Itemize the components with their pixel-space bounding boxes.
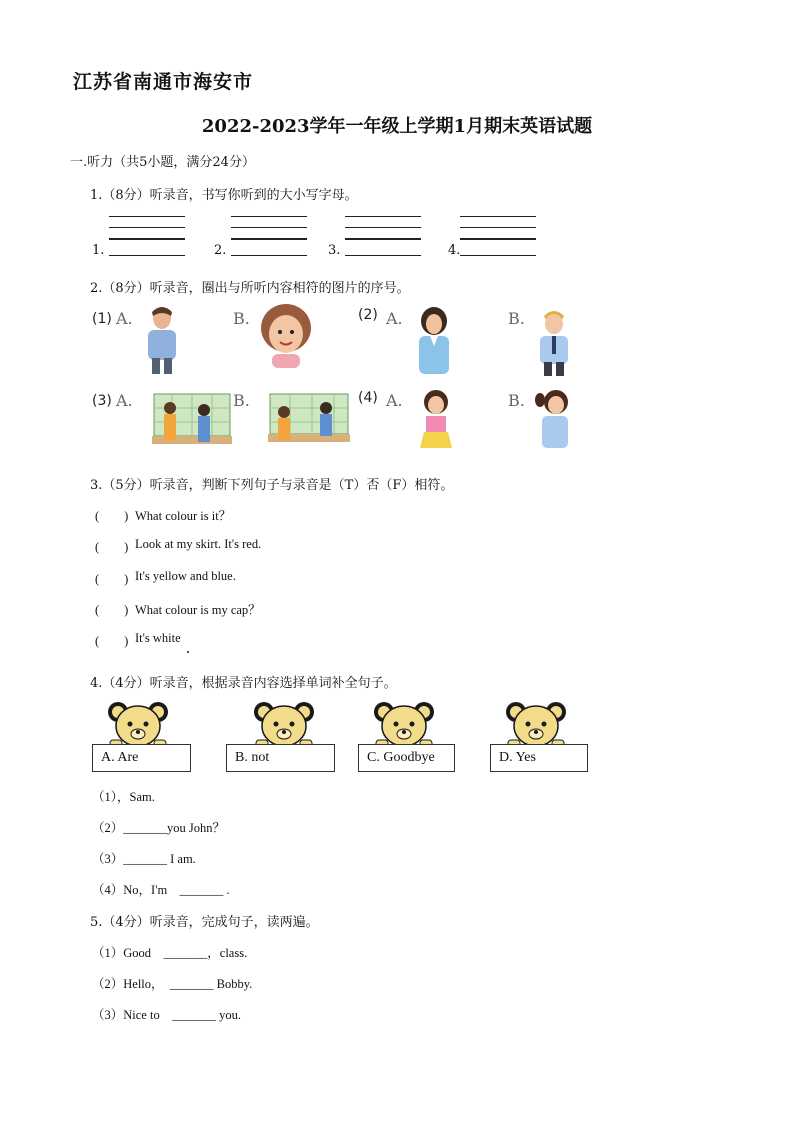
option-label-b: B. not: [226, 744, 335, 772]
q2-group-1-b[interactable]: B.: [233, 309, 250, 328]
q1-prompt: 1.（8分）听录音，书写你听到的大小写字母。: [90, 188, 358, 203]
q2-group-3-a[interactable]: A.: [116, 391, 133, 410]
q2-group-3-b[interactable]: B.: [233, 391, 250, 410]
section-heading: 一.听力（共5小题，满分24分）: [70, 155, 255, 170]
q3-text-3: It's yellow and blue.: [135, 569, 236, 583]
q3-text-4: What colour is my cap？: [135, 603, 261, 617]
q2-group-4-a[interactable]: A.: [386, 391, 403, 410]
q2-group-2-a[interactable]: A.: [386, 309, 403, 328]
q1-num-1: 1.: [92, 243, 105, 258]
bear-icon: [106, 700, 170, 750]
writing-lines-3[interactable]: [345, 216, 421, 256]
option-card-c[interactable]: [358, 700, 455, 776]
option-label-c: C. Goodbye: [358, 744, 455, 772]
region-title: 江苏省南通市海安市: [73, 71, 254, 93]
q2-group-2-num: (2): [358, 307, 378, 323]
q5-item-2: （2）Hello， _______ Bobby.: [92, 977, 253, 991]
option-card-d[interactable]: [490, 700, 588, 776]
q5-item-3: （3）Nice to _______ you.: [92, 1008, 241, 1022]
kids-scene-b-icon: [268, 390, 350, 450]
writing-baseline-1: [109, 255, 185, 256]
bear-icon: [504, 700, 568, 750]
woman-figure-icon: [412, 306, 456, 376]
kids-scene-a-icon: [152, 388, 232, 454]
q4-item-3: （3）_______ I am.: [92, 852, 196, 866]
q1-writing-area: [92, 216, 712, 260]
q1-num-2: 2.: [214, 243, 227, 258]
q3-text-5: It's white: [135, 631, 181, 645]
writing-baseline-3: [345, 255, 421, 256]
girl-ponytail-icon: [532, 388, 576, 456]
q5-prompt: 5.（4分）听录音，完成句子，读两遍。: [90, 915, 319, 930]
q3-paren-1[interactable]: ( ): [95, 509, 129, 523]
q3-paren-4[interactable]: ( ): [95, 603, 129, 617]
q1-num-4: 4.: [448, 243, 461, 258]
writing-baseline-4: [460, 255, 536, 256]
q3-paren-5[interactable]: ( ): [95, 634, 129, 648]
q2-group-2-b[interactable]: B.: [508, 309, 525, 328]
writing-lines-1[interactable]: [109, 216, 185, 256]
q4-prompt: 4.（4分）听录音，根据录音内容选择单词补全句子。: [90, 676, 397, 691]
option-label-d: D. Yes: [490, 744, 588, 772]
boy-figure-icon: [532, 306, 576, 376]
q3-prompt: 3.（5分）听录音，判断下列句子与录音是（T）否（F）相符。: [90, 478, 454, 493]
q1-num-3: 3.: [328, 243, 341, 258]
writing-lines-2[interactable]: [231, 216, 307, 256]
option-card-b[interactable]: [226, 700, 336, 776]
option-label-a: A. Are: [92, 744, 191, 772]
q2-group-4-num: (4): [358, 390, 378, 406]
option-card-a[interactable]: [92, 700, 192, 776]
q2-prompt: 2.（8分）听录音，圈出与所听内容相符的图片的序号。: [90, 281, 410, 296]
q2-group-1-a[interactable]: A.: [116, 309, 133, 328]
writing-lines-4[interactable]: [460, 216, 536, 256]
q4-item-4: （4）No，I'm _______ .: [92, 883, 230, 897]
q2-group-3-num: (3): [92, 393, 112, 409]
q3-paren-2[interactable]: ( ): [95, 540, 129, 554]
girl-figure-icon: [414, 388, 458, 456]
q3-paren-3[interactable]: ( ): [95, 572, 129, 586]
bear-icon: [252, 700, 316, 750]
writing-baseline-2: [231, 255, 307, 256]
q3-text-1: What colour is it？: [135, 509, 232, 523]
bear-icon: [372, 700, 436, 750]
q2-group-1-num: (1): [92, 311, 112, 327]
q3-text-2: Look at my skirt. It's red.: [135, 537, 262, 551]
man-figure-icon: [140, 304, 184, 376]
q4-item-2: （2）_______you John？: [92, 821, 225, 835]
stray-dot: [187, 651, 189, 653]
q2-group-4-b[interactable]: B.: [508, 391, 525, 410]
q5-item-1: （1）Good _______，class.: [92, 946, 248, 960]
q4-item-1: （1），Sam.: [92, 790, 155, 804]
woman-face-icon: [258, 302, 314, 368]
exam-title: 2022-2023学年一年级上学期1月期末英语试题: [201, 116, 593, 137]
